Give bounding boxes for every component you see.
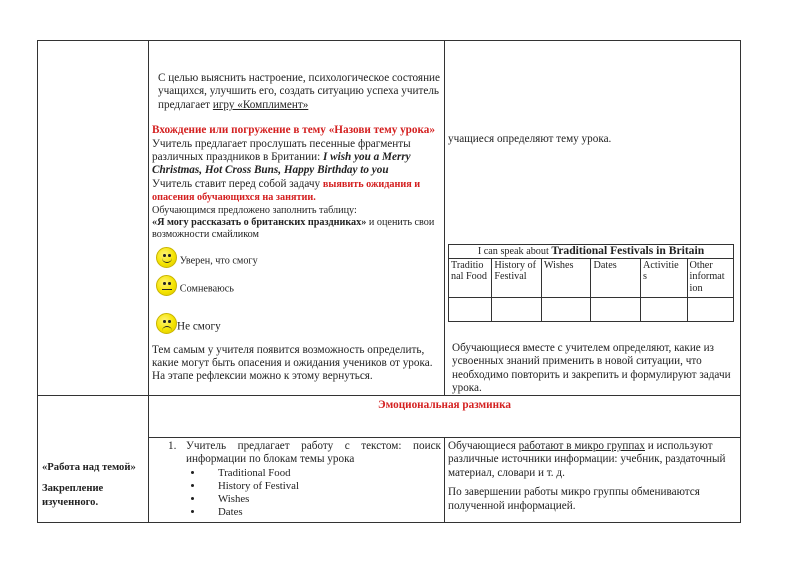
table-left-border xyxy=(37,40,38,523)
empty-cell[interactable] xyxy=(541,297,591,321)
neutral-smiley-icon xyxy=(156,275,177,296)
table-right-border xyxy=(740,40,741,523)
column-header: Traditio nal Food xyxy=(449,258,492,297)
intro-paragraph: С целью выяснить настроение, психологическое состояние учащихся, улучшить его, создать ситуацию успеха учитель предлагает игру «Комплимент» xyxy=(158,72,441,111)
smiley-list xyxy=(152,247,442,341)
topic-text: учащиеся определяют тему урока. xyxy=(448,133,612,145)
compliment-game-link[interactable]: игру «Комплимент» xyxy=(212,98,309,111)
group-work-cell xyxy=(448,440,738,513)
happy-smiley-icon xyxy=(156,247,177,268)
col2-right-border-row3 xyxy=(444,437,445,523)
smiley-item-cannot: Не смогу xyxy=(156,313,442,341)
conclusion-paragraph: Тем самым у учителя появится возможность определить, какие могут быть опасения и ожидания учеников от урока. На этапе рефлексии можно к этому вернуться. xyxy=(152,343,433,383)
smiley-item-confident: Уверен, что смогу xyxy=(156,247,442,273)
songs-paragraph: Учитель предлагает прослушать песенные фрагменты различных праздников в Британии: I wish you a Merry Christmas, Hot Cross Buns, Happy Birthday to you xyxy=(152,137,411,177)
sad-smiley-icon xyxy=(156,313,177,334)
section-heading: Вхождение или погружение в тему «Назови тему урока» xyxy=(152,124,435,137)
column-header: Activitie s xyxy=(641,258,687,297)
goals-paragraph: Обучающиеся вместе с учителем определяют, какие из усвоенных знаний применить в новой ситуации, что необходимо повторить и закрепить и формулируют задачи урока. xyxy=(452,342,731,395)
stage-subtitle: Закрепление изученного. xyxy=(42,483,104,508)
emotional-warmup-header: Эмоциональная разминка xyxy=(378,399,511,411)
column-header: Wishes xyxy=(541,258,591,297)
festivals-table xyxy=(448,244,734,322)
list-item: • History of Festival xyxy=(204,480,441,493)
text-work-cell xyxy=(152,440,441,520)
smiley-item-doubt: Сомневаюсь xyxy=(156,275,442,313)
col1-right-border xyxy=(148,40,149,523)
row1-activity-cell xyxy=(152,72,442,384)
column-header: History of Festival xyxy=(492,258,542,297)
empty-cell[interactable] xyxy=(687,297,733,321)
empty-cell[interactable] xyxy=(591,297,641,321)
empty-cell[interactable] xyxy=(492,297,542,321)
table-bottom-border xyxy=(37,522,741,523)
numbered-item: 1. Учитель предлагает работу с текстом: поиск информации по блокам темы урока xyxy=(168,440,441,466)
list-item: • Wishes xyxy=(204,493,441,506)
table-top-border xyxy=(37,40,741,41)
exchange-paragraph: По завершении работы микро группы обмениваются полученной информацией. xyxy=(448,486,700,512)
stage-cell xyxy=(42,461,146,509)
col2-right-border-row1 xyxy=(444,40,445,395)
column-header: Dates xyxy=(591,258,641,297)
task-highlight: выявить ожидания и опасения обучающихся на занятии. xyxy=(152,178,421,204)
empty-cell[interactable] xyxy=(449,297,492,321)
festivals-table-title: I can speak about Traditional Festivals in Britain xyxy=(449,245,734,259)
column-header: Other informat ion xyxy=(687,258,733,297)
list-item: • Traditional Food xyxy=(204,467,441,480)
stage-title: «Работа над темой» xyxy=(42,462,136,473)
empty-cell[interactable] xyxy=(641,297,687,321)
table-prompt: Обучающимся предложено заполнить таблицу: xyxy=(152,204,357,216)
topic-blocks-list xyxy=(152,467,441,520)
list-item: • Dates xyxy=(204,506,441,519)
task-paragraph: Учитель ставит перед собой задачу выявить ожидания и опасения обучающихся на занятии. xyxy=(152,177,421,204)
group-work-paragraph: Обучающиеся работают в микро группах и используют различные источники информации: учебник, раздаточный материал, словари и т. д. xyxy=(448,440,726,479)
micro-groups-link[interactable]: работают в микро группах xyxy=(518,440,645,452)
songs-list: I wish you a Merry Christmas, Hot Cross Buns, Happy Birthday to you xyxy=(152,151,411,177)
self-assessment-instruction: «Я могу рассказать о британских праздниках» и оценить свои возможности смайликом xyxy=(152,216,435,240)
